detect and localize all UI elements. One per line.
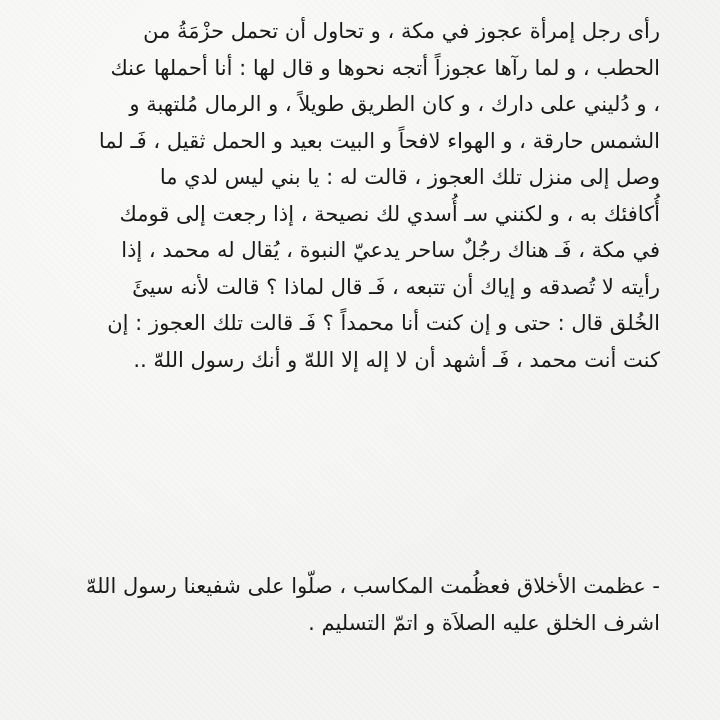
story-line: رأى رجل إمرأة عجوز في مكة ، و تحاول أن تحمل حزْمَةُ من — [143, 19, 660, 43]
story-line: في مكة ، فَـ هناك رجُلٌ ساحر يدعيّ النبوة ، يُقال له محمد ، إذا — [121, 238, 660, 262]
story-paragraph — [20, 13, 660, 378]
story-line: رأيته لا تُصدقه و إياك أن تتبعه ، فَـ قال لماذا ؟ قالت لأنه سيئَ — [132, 274, 660, 299]
closing-paragraph — [20, 568, 660, 641]
closing-line: - عظمت الأخلاق فعظُمت المكاسب ، صلّوا على شفيعنا رسول اللهّ — [85, 574, 660, 598]
closing-line: اشرف الخلق عليه الصلاَة و اتمّ التسليم . — [308, 610, 660, 635]
story-line: الخُلق قال : حتى و إن كنت أنا محمداً ؟ فَـ قالت تلك العجوز : إن — [107, 311, 660, 335]
story-line: وصل إلى منزل تلك العجوز ، قالت له : يا بني ليس لدي ما — [159, 165, 660, 189]
story-line: ، و دُليني على دارك ، و كان الطريق طويلاً ، و الرمال مُلتهبة و — [129, 92, 660, 116]
story-line: الشمس حارقة ، و الهواء لافحاً و البيت بعيد و الحمل ثقيل ، فَـ لما — [98, 128, 660, 153]
story-line: كنت أنت محمد ، فَـ أشهد أن لا إله إلا اللهّ و أنك رسول اللهّ .. — [133, 347, 660, 372]
story-line: أُكافئك به ، و لكنني سـ أُسدي لك نصيحة ، إذا رجعت إلى قومك — [119, 201, 660, 226]
story-line: الحطب ، و لما رآها عجوزاً أتجه نحوها و قال لها : أنا أحملها عنك — [110, 55, 660, 80]
